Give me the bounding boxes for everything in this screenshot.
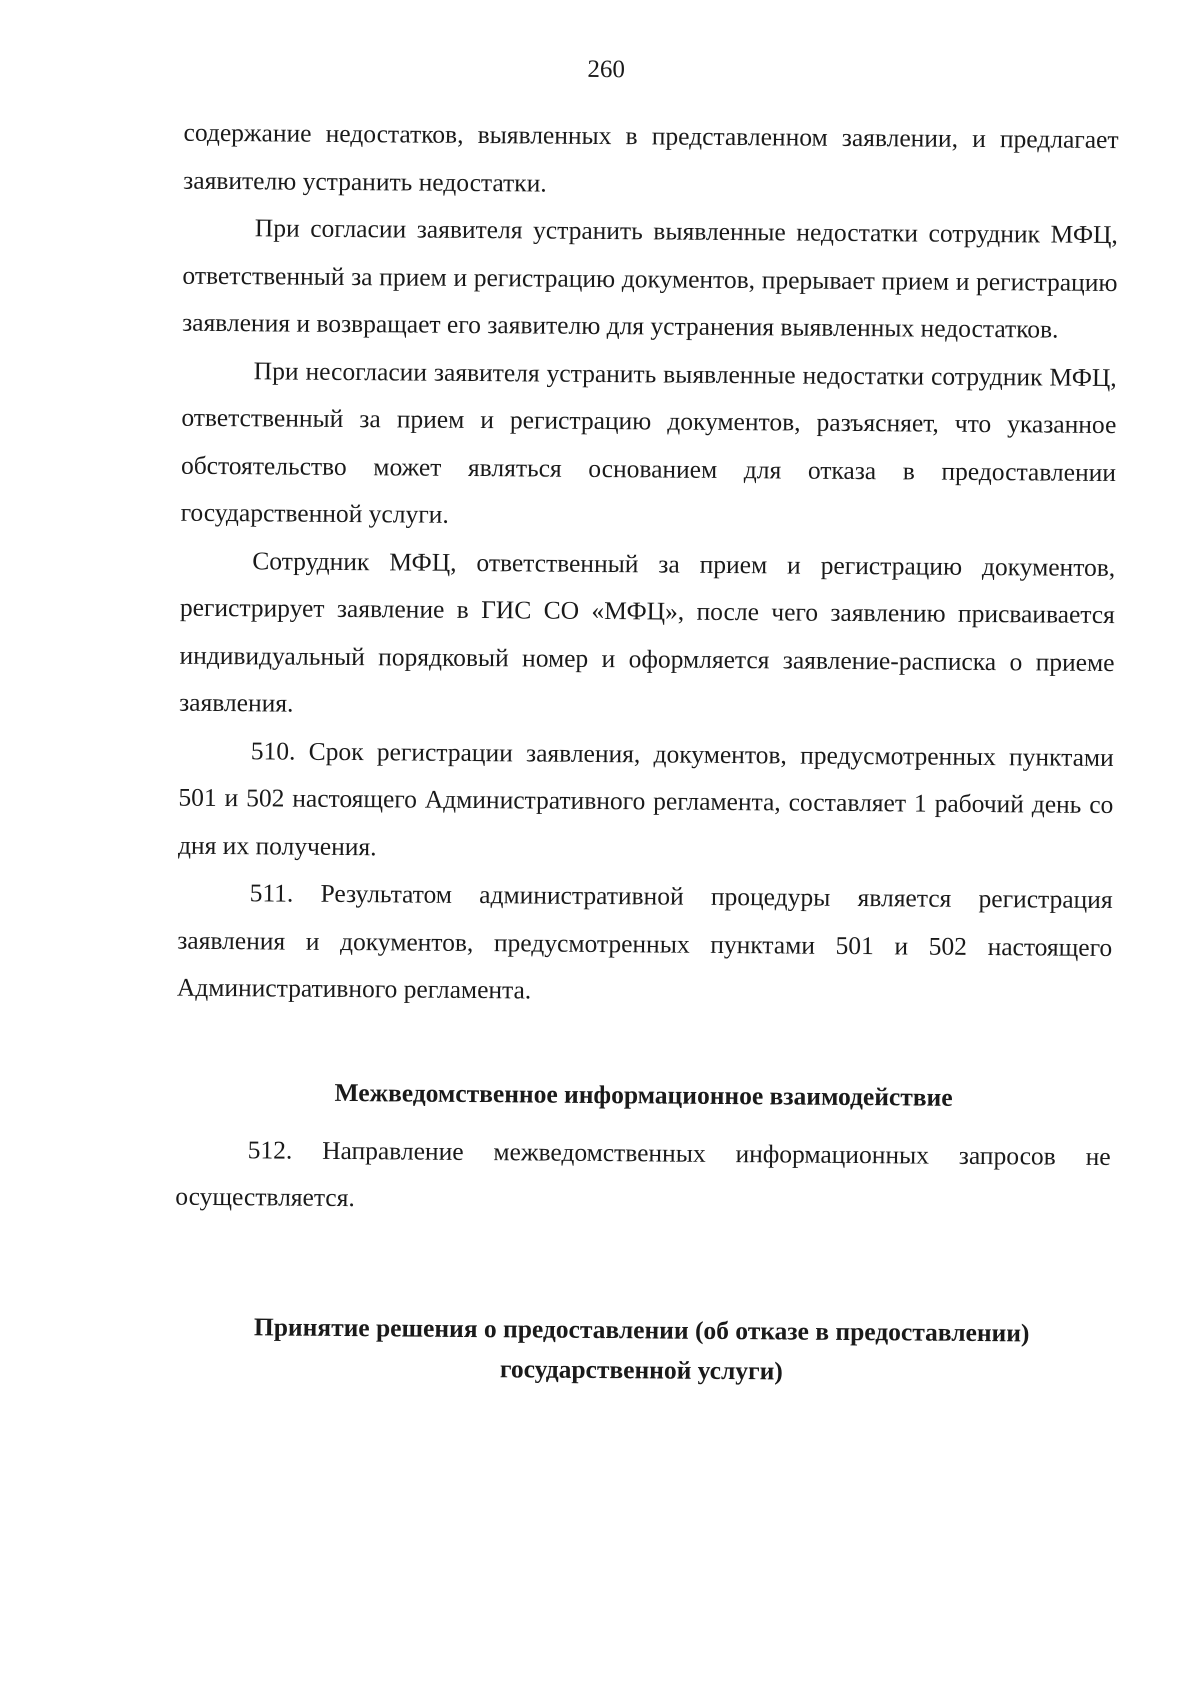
paragraph-512: 512. Направление межведомственных информационных запросов не осуществляется. [175,1134,1111,1213]
paragraph-disagreement: При несогласии заявителя устранить выявленные недостатки сотрудник МФЦ, ответственный за прием и регистрацию документов, разъясняет, что указанное обстоятельство может являться основанием для отказа в предоставлении государственной услуги. [180,355,1117,529]
paragraph-registration: Сотрудник МФЦ, ответственный за прием и регистрацию документов, регистрирует заявление в ГИС СО «МФЦ», после чего заявлению присваивается индивидуальный порядковый номер и оформляется заявление-расписка о приеме заявления. [179,545,1116,718]
section-heading-interagency: Межведомственное информационное взаимодействие [334,1077,953,1112]
document-body [174,109,1119,1394]
section-heading-decision-line1: Принятие решения о предоставлении (об отказе в предоставлении) [253,1311,1030,1347]
paragraph-continuation: содержание недостатков, выявленных в представленном заявлении, и предлагает заявителю устранить недостатки. [183,117,1119,198]
section-heading-decision [174,1306,1110,1393]
paragraph-511: 511. Результатом административной процедуры является регистрация заявления и документов, предусмотренных пунктами 501 и 502 настоящего Административного регламента. [176,878,1113,1005]
paragraph-510: 510. Срок регистрации заявления, документов, предусмотренных пунктами 501 и 502 настоящего Административного регламента, составляет 1 рабочий день со дня их получения. [177,735,1114,861]
section-heading-decision-line2: государственной услуги) [499,1353,783,1385]
paragraph-agreement: При согласии заявителя устранить выявленные недостатки сотрудник МФЦ, ответственный за прием и регистрацию документов, прерывает прием и регистрацию заявления и возвращает его заявителю для устранения выявленных недостатков. [182,213,1118,344]
page-number: 260 [587,55,625,84]
